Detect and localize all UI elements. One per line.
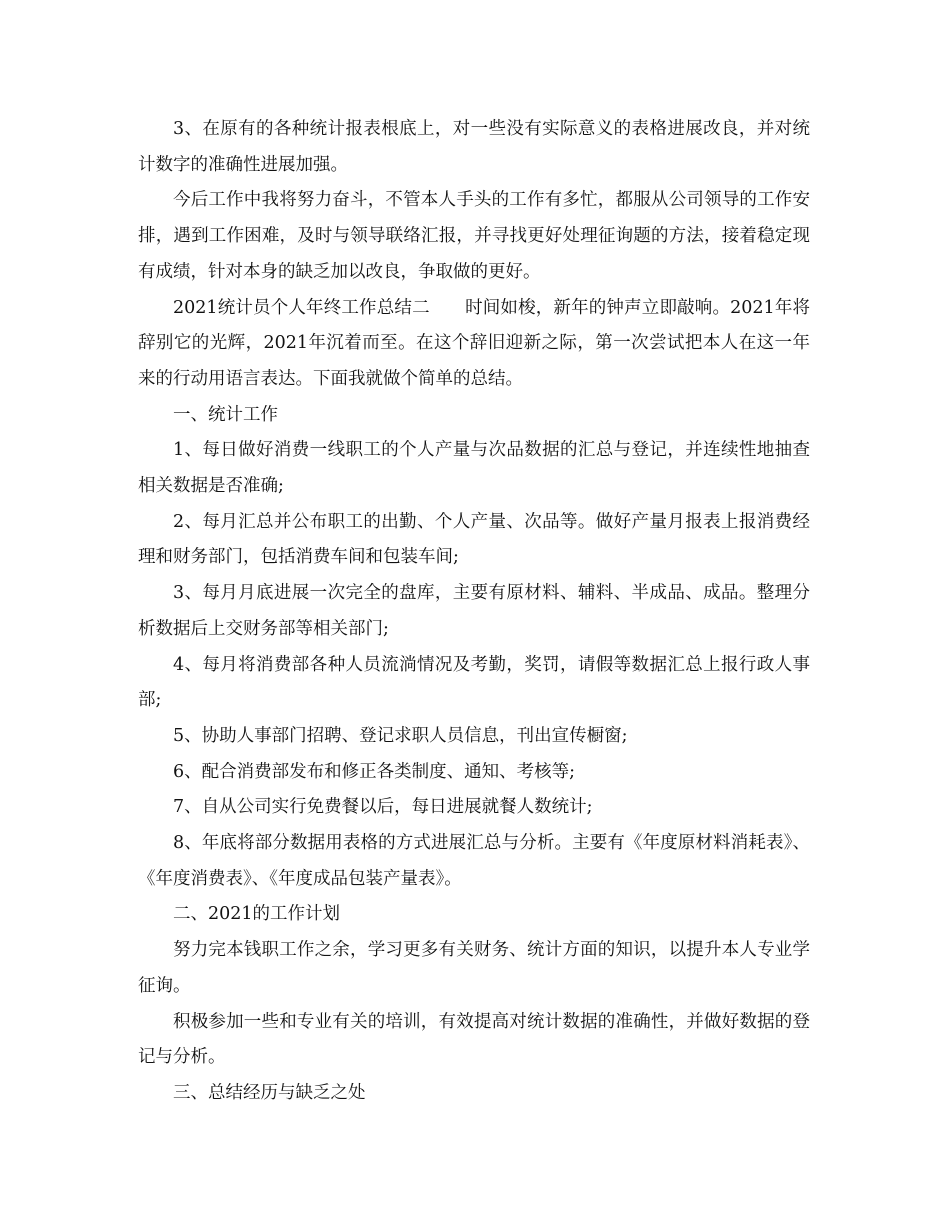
list-item-recruitment: 5、协助人事部门招聘、登记求职人员信息，刊出宣传橱窗;: [173, 725, 628, 746]
paragraph-training-plan: 积极参加一些和专业有关的培训，有效提高对统计数据的准确性，并做好数据的登记与分析。: [138, 1011, 810, 1068]
paragraph-statistics-improvement: 3、在原有的各种统计报表根底上，对一些没有实际意义的表格进展改良，并对统计数字的准确性进展加强。: [138, 119, 810, 175]
paragraph-future-work: 今后工作中我将努力奋斗，不管本人手头的工作有多忙，都服从公司领导的工作安排，遇到工作困难，及时与领导联络汇报，并寻找更好处理征询题的方法，接着稳定现有成绩，针对本身的缺乏加以改良，争取做的更好。: [138, 190, 810, 282]
section-heading-experience-shortcomings: 三、总结经历与缺乏之处: [173, 1082, 366, 1103]
section-heading-statistics-work: 一、统计工作: [173, 404, 278, 425]
list-item-year-end-analysis: 8、年底将部分数据用表格的方式进展汇总与分析。主要有《年度原材料消耗表》、《年度消费表》、《年度成品包装产量表》。: [138, 833, 810, 889]
section-heading-work-plan: 二、2021的工作计划: [173, 904, 341, 925]
list-item-inventory: 3、每月月底进展一次完全的盘库，主要有原材料、辅料、半成品、成品。整理分析数据后上交财务部等相关部门;: [138, 583, 810, 639]
list-item-monthly-summary: 2、每月汇总并公布职工的出勤、个人产量、次品等。做好产量月报表上报消费经理和财务部门，包括消费车间和包装车间;: [138, 511, 810, 568]
document-page: [138, 112, 810, 1112]
paragraph-summary-intro: 2021统计员个人年终工作总结二 时间如梭，新年的钟声立即敲响。2021年将辞别它的光辉，2021年沉着而至。在这个辞旧迎新之际，第一次尝试把本人在这一年来的行动用语言表达。下面我就做个简单的总结。: [138, 297, 810, 389]
list-item-daily-data: 1、每日做好消费一线职工的个人产量与次品数据的汇总与登记，并连续性地抽查相关数据是否准确;: [138, 440, 810, 497]
paragraph-learning-plan: 努力完本钱职工作之余，学习更多有关财务、统计方面的知识，以提升本人专业学征询。: [138, 940, 810, 996]
list-item-personnel-report: 4、每月将消费部各种人员流淌情况及考勤，奖罚，请假等数据汇总上报行政人事部;: [138, 654, 810, 711]
list-item-meal-statistics: 7、自从公司实行免费餐以后，每日进展就餐人数统计;: [173, 797, 593, 818]
list-item-regulations: 6、配合消费部发布和修正各类制度、通知、考核等;: [173, 761, 576, 782]
